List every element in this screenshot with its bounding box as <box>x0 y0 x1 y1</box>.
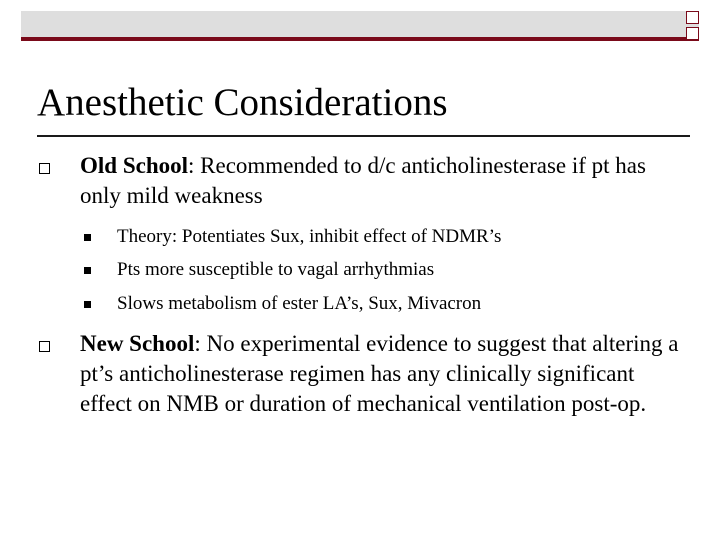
bullet-lead: Old School <box>80 153 189 178</box>
sub-bullet-metabolism: Slows metabolism of ester LA’s, Sux, Mivacron <box>117 293 482 314</box>
bullet-lead: New School <box>80 331 195 356</box>
bullet-text: : No experimental evidence to suggest that altering a pt’s anticholinesterase regimen has any clinically significant effect on NMB or duration of mechanical ventilation post-op. <box>80 331 679 416</box>
filled-square-bullet-icon <box>84 267 91 274</box>
hollow-square-bullet-icon <box>39 163 50 174</box>
sub-bullet-vagal: Pts more susceptible to vagal arrhythmias <box>117 259 435 280</box>
corner-square-icon <box>686 27 699 40</box>
sub-bullet-theory: Theory: Potentiates Sux, inhibit effect of NDMR’s <box>117 226 502 247</box>
hollow-square-bullet-icon <box>39 341 50 352</box>
bullet-new-school <box>80 329 680 419</box>
filled-square-bullet-icon <box>84 234 91 241</box>
slide-title: Anesthetic Considerations <box>37 81 448 124</box>
header-accent-line <box>21 37 699 41</box>
title-divider <box>37 135 690 137</box>
bullet-text: : Recommended to d/c anticholinesterase if pt has only mild weakness <box>80 153 646 208</box>
header-bar <box>21 11 699 37</box>
bullet-old-school <box>80 151 680 211</box>
filled-square-bullet-icon <box>84 301 91 308</box>
corner-square-icon <box>686 11 699 24</box>
